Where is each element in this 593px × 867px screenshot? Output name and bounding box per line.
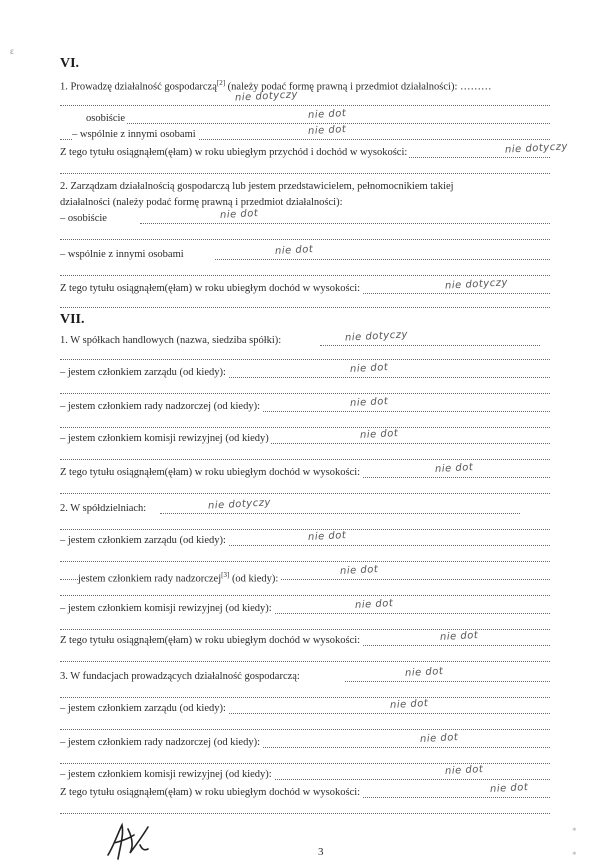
vii-3-income-extra xyxy=(60,802,550,816)
vi-2-personally-answer: nie dot xyxy=(219,208,259,221)
dotted-line xyxy=(215,259,550,260)
vi-2-jointly-line xyxy=(60,244,550,262)
vi-1-jointly-line xyxy=(60,124,550,142)
vii-1-board-line xyxy=(60,362,550,380)
vi-2-personally-extra xyxy=(60,228,550,242)
vii-2-supervisory-label-rest: (od kiedy): xyxy=(231,573,279,585)
dotted-line xyxy=(60,307,550,308)
dotted-line xyxy=(60,173,550,174)
vii-1-supervisory-extra xyxy=(60,416,550,430)
vii-2-board-line xyxy=(60,530,550,548)
scan-mark: * xyxy=(572,826,577,836)
vii-1-intro: 1. W spółkach handlowych (nazwa, siedziba spółki): xyxy=(60,335,282,346)
vii-2-income-line xyxy=(60,630,550,648)
vii-1-board-extra xyxy=(60,382,550,396)
vi-2-extra-line xyxy=(60,296,550,310)
dotted-line xyxy=(60,459,550,460)
vii-1-supervisory-answer: nie dot xyxy=(349,396,389,409)
vii-1-supervisory-dash: – xyxy=(60,401,66,412)
vi-2-income-answer: nie dotyczy xyxy=(444,277,509,292)
vii-1-intro-extra xyxy=(60,348,550,362)
vi-1-income-line xyxy=(60,141,569,160)
vii-3-board-extra xyxy=(60,718,550,732)
vii-1-income-extra xyxy=(60,482,550,496)
vii-2-intro-line xyxy=(60,497,550,516)
signature-initials xyxy=(104,815,154,865)
vii-2-income-extra xyxy=(60,650,550,664)
vi-2-jointly-label: wspólnie z innymi osobami xyxy=(67,249,184,260)
vi-1-income-label: Z tego tytułu osiągnąłem(ęłam) w roku ubiegłym przychód i dochód w wysokości: xyxy=(60,147,408,158)
vii-3-board-line xyxy=(60,698,550,716)
scan-mark: * xyxy=(572,850,577,860)
dotted-line xyxy=(345,681,550,682)
vii-1-income-line xyxy=(60,462,550,480)
vii-1-supervisory-line xyxy=(60,396,550,414)
vii-3-supervisory-line xyxy=(60,732,550,750)
dotted-line xyxy=(60,697,550,698)
dotted-line xyxy=(60,427,550,428)
vi-2-personally-dash: – xyxy=(60,213,66,224)
vii-3-income-label: Z tego tytułu osiągnąłem(ęłam) w roku ubiegłym dochód w wysokości: xyxy=(60,787,361,798)
vii-1-audit-dash: – xyxy=(60,433,66,444)
vi-2-intro-line xyxy=(60,180,550,194)
vi-1-personally-line xyxy=(60,108,550,126)
page-number: 3 xyxy=(318,846,324,858)
vii-1-income-answer: nie dot xyxy=(434,462,474,475)
vi-2-jointly-extra xyxy=(60,264,550,278)
vii-1-income-label: Z tego tytułu osiągnąłem(ęłam) w roku ubiegłym dochód w wysokości: xyxy=(60,467,361,478)
vi-1-note-ref: [2] xyxy=(216,79,226,87)
vii-3-audit-answer: nie dot xyxy=(444,764,484,777)
margin-mark: ε xyxy=(10,46,14,56)
vii-1-board-answer: nie dot xyxy=(349,362,389,375)
vii-3-intro-answer: nie dot xyxy=(404,666,444,679)
vii-2-audit-line xyxy=(60,598,550,616)
vii-2-income-answer: nie dot xyxy=(439,630,479,643)
vii-3-audit-label: jestem członkiem komisji rewizyjnej (od kiedy): xyxy=(67,769,272,780)
vi-2-intro-rest-line xyxy=(60,196,550,210)
dotted-line xyxy=(60,813,550,814)
vii-3-income-answer: nie dot xyxy=(489,782,529,795)
vii-3-intro: 3. W fundacjach prowadzących działalność gospodarczą: xyxy=(60,671,300,682)
vii-3-audit-dash: – xyxy=(60,769,66,780)
dotted-line xyxy=(60,105,550,106)
dotted-line xyxy=(60,359,550,360)
vi-2-intro-rest: działalności (należy podać formę prawną i przedmiot działalności): xyxy=(60,197,343,208)
vi-1-personally-label: osobiście xyxy=(86,113,126,124)
vi-1-answer-line xyxy=(60,89,550,108)
vi-1-extra-line xyxy=(60,162,550,176)
vii-2-audit-answer: nie dot xyxy=(354,598,394,611)
dotted-line xyxy=(60,595,550,596)
section-vi-heading: VI. xyxy=(60,56,80,71)
dotted-line xyxy=(60,661,550,662)
vii-3-board-answer: nie dot xyxy=(389,698,429,711)
vii-1-board-label: jestem członkiem zarządu (od kiedy): xyxy=(67,367,226,378)
vii-2-intro-answer: nie dotyczy xyxy=(207,497,272,512)
dotted-line xyxy=(60,561,550,562)
vii-1-supervisory-label: jestem członkiem rady nadzorczej (od kiedy): xyxy=(67,401,261,412)
vii-3-intro-line xyxy=(60,666,550,684)
dotted-line xyxy=(140,223,550,224)
vi-1-intro-line xyxy=(60,76,550,93)
vii-2-intro-extra xyxy=(60,518,550,532)
vi-1-income-answer: nie dotyczy xyxy=(504,141,569,156)
vii-3-board-label: jestem członkiem zarządu (od kiedy): xyxy=(67,703,226,714)
vii-3-income-line xyxy=(60,782,550,800)
dotted-line xyxy=(60,493,550,494)
vii-3-supervisory-answer: nie dot xyxy=(419,732,459,745)
vi-1-jointly-dash: – xyxy=(72,129,78,140)
dotted-line xyxy=(60,239,550,240)
vii-1-intro-answer: nie dotyczy xyxy=(344,329,409,344)
vi-1-answer: nie dotyczy xyxy=(234,89,299,104)
vii-1-board-dash: – xyxy=(60,367,66,378)
vii-2-supervisory-line xyxy=(60,564,550,585)
vi-2-income-line xyxy=(60,277,550,296)
vii-2-board-label: jestem członkiem zarządu (od kiedy): xyxy=(67,535,226,546)
vii-1-audit-extra xyxy=(60,448,550,462)
vii-3-audit-line xyxy=(60,764,550,782)
vi-2-personally-line xyxy=(60,208,550,226)
vii-3-supervisory-label: jestem członkiem rady nadzorczej (od kiedy): xyxy=(67,737,261,748)
vi-1-intro-rest: (należy podać formę prawną i przedmiot działalności): ……… xyxy=(227,81,492,93)
vii-3-intro-extra xyxy=(60,686,550,700)
vii-1-intro-line xyxy=(60,329,550,348)
vii-2-board-extra xyxy=(60,550,550,564)
vii-2-board-answer: nie dot xyxy=(307,530,347,543)
vi-1-jointly-label: wspólnie z innymi osobami xyxy=(79,129,196,140)
dotted-line xyxy=(60,729,550,730)
vi-2-jointly-answer: nie dot xyxy=(274,244,314,257)
vii-2-supervisory-extra xyxy=(60,584,550,598)
vi-1-jointly-answer: nie dot xyxy=(307,124,347,137)
vii-2-intro: 2. W spółdzielniach: xyxy=(60,503,147,514)
vii-2-audit-dash: – xyxy=(60,603,66,614)
vi-2-intro: 2. Zarządzam działalnością gospodarczą lub jestem przedstawicielem, pełnomocnikiem takiej xyxy=(60,181,454,192)
vii-2-supervisory-label: jestem członkiem rady nadzorczej xyxy=(78,573,222,585)
vii-2-audit-label: jestem członkiem komisji rewizyjnej (od kiedy): xyxy=(67,603,272,614)
vii-2-supervisory-note: [3] xyxy=(221,571,230,579)
dotted-line xyxy=(60,393,550,394)
vii-2-board-dash: – xyxy=(60,535,66,546)
vii-2-income-label: Z tego tytułu osiągnąłem(ęłam) w roku ubiegłym dochód w wysokości: xyxy=(60,635,361,646)
vii-1-audit-line xyxy=(60,428,550,446)
section-vii-heading: VII. xyxy=(60,312,85,327)
vi-1-personally-answer: nie dot xyxy=(307,108,347,121)
dotted-line xyxy=(60,529,550,530)
vii-3-board-dash: – xyxy=(60,703,66,714)
vii-2-supervisory-answer: nie dot xyxy=(339,564,379,577)
vii-3-supervisory-dash: – xyxy=(60,737,66,748)
vi-2-jointly-dash: – xyxy=(60,249,66,260)
vii-1-audit-label: jestem członkiem komisji rewizyjnej (od kiedy) xyxy=(67,433,269,444)
dotted-line xyxy=(60,275,550,276)
vi-2-personally-label: osobiście xyxy=(67,213,107,224)
vi-1-intro: 1. Prowadzę działalność gospodarczą xyxy=(60,81,217,93)
vi-2-income-label: Z tego tytułu osiągnąłem(ęłam) w roku ubiegłym dochód w wysokości: xyxy=(60,283,361,294)
vii-1-audit-answer: nie dot xyxy=(359,428,399,441)
